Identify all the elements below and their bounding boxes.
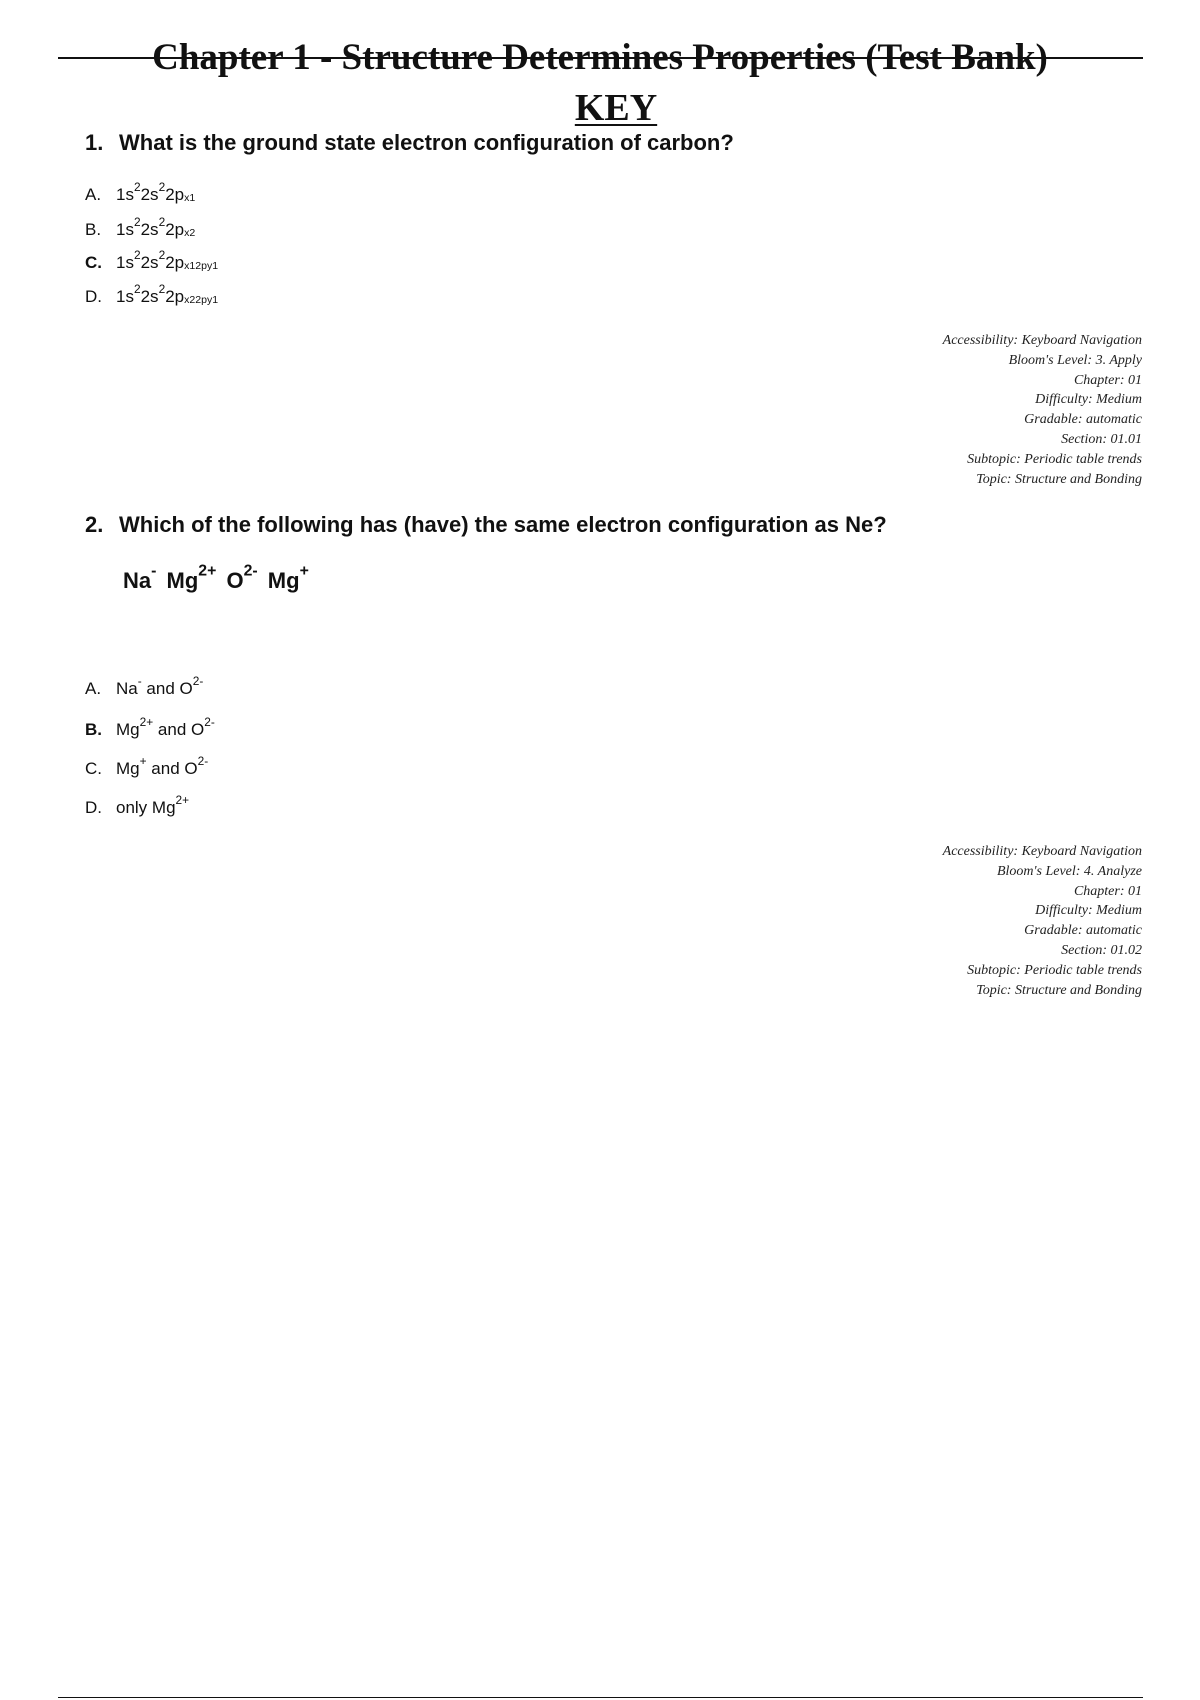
formula-part: and O bbox=[153, 720, 205, 739]
species-item: Mg+ bbox=[267, 562, 309, 593]
option-formula bbox=[116, 180, 196, 205]
formula-part: Mg bbox=[116, 720, 140, 739]
species-item: Na- bbox=[123, 562, 157, 593]
formula-part: 2 bbox=[133, 215, 141, 230]
metadata-line: Topic: Structure and Bonding bbox=[976, 982, 1142, 998]
option-formula bbox=[116, 215, 196, 240]
question-stem: 1. What is the ground state electron configuration of carbon? bbox=[85, 130, 734, 155]
species-item: $Mg^{2+}$ bbox=[166, 562, 217, 593]
formula-part: x1 bbox=[184, 260, 196, 273]
formula-part: 1s bbox=[116, 287, 134, 306]
formula-part: Mg bbox=[116, 759, 140, 778]
metadata-line: Section: 01.02 bbox=[1061, 942, 1142, 958]
formula-part: 2- bbox=[197, 754, 209, 769]
formula-part: + bbox=[139, 754, 147, 769]
formula-part: 2p bbox=[195, 260, 207, 273]
formula-part: Na bbox=[116, 679, 138, 698]
metadata-line: Gradable: automatic bbox=[1024, 412, 1142, 428]
option-formula bbox=[116, 754, 209, 778]
formula-part: 2 bbox=[158, 248, 166, 263]
question-1 bbox=[85, 128, 1145, 307]
species-item: $O^{2-}$ bbox=[226, 562, 258, 593]
formula-part: 2 bbox=[158, 282, 166, 297]
question-stem: 2. Which of the following has (have) the same electron configuration as Ne? bbox=[85, 512, 887, 537]
answer-option-a: A. $1s^22s^22px1$ bbox=[85, 180, 196, 205]
footer-rule bbox=[58, 1697, 1143, 1698]
formula-part: 2s bbox=[140, 253, 159, 272]
formula-part: 2p bbox=[165, 185, 185, 204]
formula-part: 2- bbox=[204, 715, 215, 730]
answer-option-b: B. $1s^22s^22px2$ bbox=[85, 215, 196, 240]
metadata-line: Chapter: 01 bbox=[1073, 372, 1142, 388]
formula-part: 2s bbox=[140, 185, 159, 204]
metadata-line: Difficulty: Medium bbox=[1035, 903, 1142, 919]
formula-part: 2s bbox=[140, 220, 159, 239]
formula-part: 2+ bbox=[175, 793, 190, 808]
question-2 bbox=[85, 510, 1145, 817]
answer-option-d: D. $1s^22s^22px22py1$ bbox=[85, 282, 219, 307]
question-2-metadata bbox=[943, 842, 1142, 1000]
option-formula bbox=[116, 248, 219, 273]
formula-part: 2p bbox=[165, 220, 185, 239]
formula-part: 2 bbox=[133, 248, 141, 263]
formula-part: and O bbox=[141, 679, 193, 698]
formula-part: 2p bbox=[165, 253, 185, 272]
metadata-line: Chapter: 01 bbox=[1073, 883, 1142, 899]
formula-part: and O bbox=[146, 759, 198, 778]
answer-option-c: C. Mg+ and $O^{2-}$ bbox=[85, 754, 209, 778]
formula-part: 2+ bbox=[139, 715, 154, 730]
metadata-line: Bloom's Level: 3. Apply bbox=[1008, 352, 1142, 368]
answer-option-d: D. only $Mg^{2+}$ bbox=[85, 793, 190, 817]
formula-part: 2 bbox=[158, 215, 166, 230]
species-list bbox=[123, 562, 313, 594]
metadata-line: Accessibility: Keyboard Navigation bbox=[942, 333, 1142, 348]
metadata-line: Subtopic: Periodic table trends bbox=[967, 962, 1142, 978]
formula-part: 2 bbox=[133, 180, 141, 195]
formula-part: y1 bbox=[206, 294, 219, 307]
formula-part: 2- bbox=[192, 674, 204, 689]
answer-option-c: C. $1s^22s^22px12py1$ bbox=[85, 248, 219, 273]
formula-part: 2 bbox=[158, 180, 166, 195]
page-header bbox=[0, 0, 1200, 140]
formula-part: x1 bbox=[184, 192, 196, 205]
formula-part: 1s bbox=[116, 220, 134, 239]
formula-part: only Mg bbox=[116, 798, 176, 817]
answer-key-heading: KEY bbox=[574, 87, 658, 129]
metadata-line: Bloom's Level: 4. Analyze bbox=[996, 863, 1142, 879]
formula-part: 1s bbox=[116, 253, 134, 272]
formula-part: y1 bbox=[206, 260, 219, 273]
metadata-line: Section: 01.01 bbox=[1061, 431, 1142, 447]
option-formula bbox=[116, 282, 219, 307]
formula-part: 1s bbox=[116, 185, 134, 204]
metadata-line: Subtopic: Periodic table trends bbox=[967, 451, 1142, 467]
formula-part: x2 bbox=[184, 294, 196, 307]
metadata-line: Difficulty: Medium bbox=[1035, 392, 1142, 408]
option-formula bbox=[116, 793, 190, 817]
metadata-line: Topic: Structure and Bonding bbox=[976, 471, 1142, 487]
metadata-line: Accessibility: Keyboard Navigation bbox=[942, 844, 1142, 859]
question-1-metadata bbox=[943, 331, 1142, 489]
answer-option-b: B. $Mg^{2+}$ and $O^{2-}$ bbox=[85, 715, 215, 739]
formula-part: 2p bbox=[195, 294, 207, 307]
option-formula bbox=[116, 674, 204, 698]
document-title: Chapter 1 - Structure Determines Properties (Test Bank) bbox=[152, 37, 1048, 78]
formula-part: x2 bbox=[184, 227, 196, 240]
metadata-line: Gradable: automatic bbox=[1024, 923, 1142, 939]
answer-option-a: A. Na- and $O^{2-}$ bbox=[85, 674, 204, 698]
formula-part: 2p bbox=[165, 287, 185, 306]
option-formula bbox=[116, 715, 215, 739]
formula-part: - bbox=[137, 674, 142, 689]
formula-part: 2 bbox=[133, 282, 141, 297]
formula-part: 2s bbox=[140, 287, 159, 306]
